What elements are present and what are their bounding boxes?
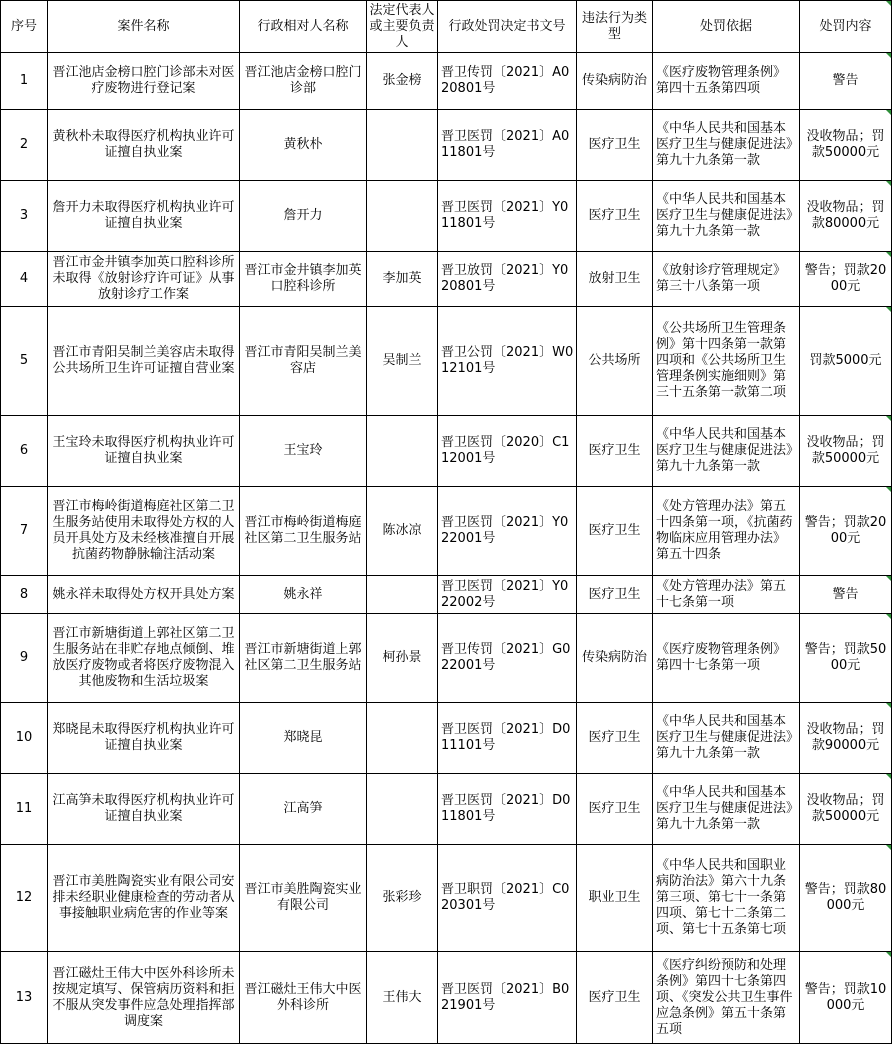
case-name-text: 晋江磁灶王伟大中医外科诊所未按规定填写、保管病历资料和拒不服从突发事件应急处理指挥部调度案 bbox=[52, 965, 235, 1029]
penalty-basis-cell bbox=[653, 252, 800, 307]
case-name-cell bbox=[48, 576, 240, 614]
penalty-basis-text: 《中华人民共和国职业病防治法》第六十九条第三项、第七十一条第四项、第七十二条第二项、第七十五条第七项 bbox=[656, 858, 787, 937]
header-penalty-content: 处罚内容 bbox=[800, 1, 892, 53]
penalty-content-cell bbox=[800, 110, 892, 181]
representative-text: 陈冰凉 bbox=[382, 523, 422, 538]
header-row bbox=[1, 1, 892, 53]
party-name-text: 王宝玲 bbox=[283, 443, 323, 458]
decision-number-cell bbox=[438, 774, 577, 845]
representative-cell bbox=[367, 774, 438, 845]
penalty-content-cell bbox=[800, 416, 892, 487]
penalty-basis-cell bbox=[653, 952, 800, 1044]
case-number-cell bbox=[1, 774, 48, 845]
violation-type-text: 传染病防治 bbox=[581, 73, 647, 88]
penalty-content-text: 警告 bbox=[832, 73, 859, 88]
representative-text: 张金榜 bbox=[382, 73, 422, 88]
violation-type-cell bbox=[577, 252, 653, 307]
case-number-text: 5 bbox=[19, 353, 29, 368]
table-row bbox=[1, 110, 892, 181]
penalty-basis-cell bbox=[653, 110, 800, 181]
case-number-text: 4 bbox=[19, 271, 29, 286]
penalty-content-text: 警告；罚款5000元 bbox=[804, 642, 887, 673]
party-name-text: 晋江市梅岭街道梅庭社区第二卫生服务站 bbox=[244, 515, 362, 546]
penalty-content-text: 警告；罚款10000元 bbox=[804, 981, 887, 1013]
representative-cell bbox=[367, 181, 438, 252]
penalty-content-text: 警告；罚款2000元 bbox=[804, 515, 887, 546]
case-number-cell bbox=[1, 252, 48, 307]
case-name-cell bbox=[48, 774, 240, 845]
party-name-cell bbox=[240, 703, 367, 774]
case-name-text: 晋江市青阳吴制兰美容店未取得公共场所卫生许可证擅自营业案 bbox=[52, 345, 235, 376]
case-name-text: 晋江市金井镇李加英口腔科诊所未取得《放射诊疗许可证》从事放射诊疗工作案 bbox=[52, 255, 235, 302]
case-number-cell bbox=[1, 307, 48, 416]
decision-number-text: 晋卫医罚〔2021〕D011801号 bbox=[441, 793, 571, 824]
penalty-basis-cell bbox=[653, 307, 800, 416]
party-name-text: 晋江磁灶王伟大中医外科诊所 bbox=[244, 981, 362, 1013]
representative-text: 吴制兰 bbox=[382, 353, 422, 368]
penalty-content-text: 没收物品；罚款90000元 bbox=[806, 722, 885, 753]
representative-cell bbox=[367, 845, 438, 952]
case-name-cell bbox=[48, 53, 240, 110]
violation-type-text: 传染病防治 bbox=[581, 650, 647, 665]
case-name-text: 姚永祥未取得处方权开具处方案 bbox=[52, 586, 235, 602]
table-row bbox=[1, 252, 892, 307]
party-name-cell bbox=[240, 307, 367, 416]
violation-type-text: 医疗卫生 bbox=[588, 523, 641, 538]
case-name-text: 黄秋朴未取得医疗机构执业许可证擅自执业案 bbox=[52, 129, 235, 160]
penalty-content-cell bbox=[800, 703, 892, 774]
party-name-cell bbox=[240, 952, 367, 1044]
case-number-text: 13 bbox=[15, 989, 33, 1005]
header-no: 序号 bbox=[1, 1, 48, 53]
penalty-basis-text: 《医疗纠纷预防和处理条例》第四十七条第四项、《突发公共卫生事件应急条例》第五十条第五项 bbox=[656, 957, 793, 1037]
penalty-content-text: 没收物品；罚款50000元 bbox=[806, 793, 885, 824]
violation-type-cell bbox=[577, 181, 653, 252]
table-row bbox=[1, 181, 892, 252]
table-row bbox=[1, 952, 892, 1044]
party-name-text: 郑晓昆 bbox=[283, 730, 323, 745]
violation-type-cell bbox=[577, 576, 653, 614]
table-row bbox=[1, 416, 892, 487]
case-name-cell bbox=[48, 952, 240, 1044]
penalty-basis-cell bbox=[653, 181, 800, 252]
party-name-cell bbox=[240, 614, 367, 703]
decision-number-text: 晋卫放罚〔2021〕Y020801号 bbox=[441, 263, 569, 294]
violation-type-text: 公共场所 bbox=[588, 353, 641, 368]
party-name-text: 詹开力 bbox=[283, 208, 323, 223]
violation-type-cell bbox=[577, 703, 653, 774]
party-name-cell bbox=[240, 53, 367, 110]
representative-cell bbox=[367, 252, 438, 307]
violation-type-cell bbox=[577, 307, 653, 416]
decision-number-cell bbox=[438, 53, 577, 110]
decision-number-text: 晋卫传罚〔2021〕A020801号 bbox=[441, 65, 570, 96]
case-number-text: 3 bbox=[19, 208, 29, 223]
case-number-cell bbox=[1, 487, 48, 576]
violation-type-cell bbox=[577, 110, 653, 181]
case-number-cell bbox=[1, 952, 48, 1044]
decision-number-cell bbox=[438, 307, 577, 416]
case-number-text: 9 bbox=[19, 650, 29, 665]
header-decision-number: 行政处罚决定书文号 bbox=[438, 1, 577, 53]
case-number-text: 10 bbox=[15, 730, 33, 745]
case-name-cell bbox=[48, 487, 240, 576]
penalty-content-cell bbox=[800, 845, 892, 952]
case-name-text: 詹开力未取得医疗机构执业许可证擅自执业案 bbox=[52, 200, 235, 231]
decision-number-cell bbox=[438, 252, 577, 307]
violation-type-cell bbox=[577, 845, 653, 952]
case-number-text: 2 bbox=[19, 137, 29, 152]
case-name-cell bbox=[48, 416, 240, 487]
case-name-cell bbox=[48, 307, 240, 416]
representative-text: 李加英 bbox=[382, 271, 422, 286]
table-row bbox=[1, 774, 892, 845]
violation-type-cell bbox=[577, 614, 653, 703]
party-name-cell bbox=[240, 110, 367, 181]
party-name-text: 江高笋 bbox=[283, 801, 323, 816]
penalty-basis-text: 《放射诊疗管理规定》第三十八条第一项 bbox=[656, 263, 787, 294]
violation-type-text: 医疗卫生 bbox=[588, 137, 641, 152]
decision-number-cell bbox=[438, 952, 577, 1044]
party-name-cell bbox=[240, 487, 367, 576]
decision-number-text: 晋卫医罚〔2021〕A011801号 bbox=[441, 129, 570, 160]
representative-cell bbox=[367, 53, 438, 110]
case-name-text: 晋江市美胜陶瓷实业有限公司安排未经职业健康检查的劳动者从事接触职业病危害的作业等案 bbox=[52, 874, 235, 921]
representative-cell bbox=[367, 952, 438, 1044]
case-number-cell bbox=[1, 53, 48, 110]
table-row bbox=[1, 845, 892, 952]
decision-number-cell bbox=[438, 703, 577, 774]
case-number-text: 1 bbox=[19, 73, 29, 88]
penalty-content-cell bbox=[800, 576, 892, 614]
decision-number-text: 晋卫医罚〔2021〕B021901号 bbox=[441, 981, 570, 1013]
penalty-basis-text: 《处方管理办法》第五十七条第一项 bbox=[656, 578, 787, 610]
representative-text: 柯孙景 bbox=[382, 650, 422, 665]
violation-type-text: 医疗卫生 bbox=[588, 586, 641, 602]
penalty-content-cell bbox=[800, 614, 892, 703]
penalty-basis-cell bbox=[653, 774, 800, 845]
representative-cell bbox=[367, 110, 438, 181]
penalty-content-text: 警告 bbox=[832, 586, 859, 602]
case-number-cell bbox=[1, 181, 48, 252]
violation-type-cell bbox=[577, 774, 653, 845]
penalty-basis-text: 《中华人民共和国基本医疗卫生与健康促进法》第九十九条第一款 bbox=[656, 714, 793, 761]
representative-text: 王伟大 bbox=[382, 989, 422, 1005]
case-name-cell bbox=[48, 845, 240, 952]
decision-number-text: 晋卫公罚〔2021〕W012101号 bbox=[441, 345, 574, 376]
case-number-text: 12 bbox=[15, 890, 33, 905]
table-row bbox=[1, 53, 892, 110]
penalty-basis-cell bbox=[653, 614, 800, 703]
penalty-content-text: 警告；罚款80000元 bbox=[804, 882, 887, 913]
case-number-cell bbox=[1, 845, 48, 952]
case-number-text: 7 bbox=[19, 523, 29, 538]
party-name-text: 晋江市金井镇李加英口腔科诊所 bbox=[244, 263, 362, 294]
decision-number-text: 晋卫职罚〔2021〕C020301号 bbox=[441, 882, 570, 913]
table-row bbox=[1, 614, 892, 703]
penalty-basis-text: 《中华人民共和国基本医疗卫生与健康促进法》第九十九条第一款 bbox=[656, 121, 793, 168]
penalty-content-text: 没收物品；罚款80000元 bbox=[806, 200, 885, 231]
decision-number-text: 晋卫医罚〔2021〕Y022001号 bbox=[441, 515, 569, 546]
case-name-text: 晋江市新塘街道上郭社区第二卫生服务站在非贮存地点倾倒、堆放医疗废物或者将医疗废物混入其他废物和生活垃圾案 bbox=[52, 626, 235, 689]
penalty-basis-text: 《中华人民共和国基本医疗卫生与健康促进法》第九十九条第一款 bbox=[656, 785, 793, 832]
case-name-cell bbox=[48, 181, 240, 252]
penalty-content-cell bbox=[800, 952, 892, 1044]
violation-type-text: 医疗卫生 bbox=[588, 443, 641, 458]
representative-cell bbox=[367, 307, 438, 416]
violation-type-text: 医疗卫生 bbox=[588, 989, 641, 1005]
party-name-text: 晋江市新塘街道上郭社区第二卫生服务站 bbox=[244, 642, 362, 673]
penalty-basis-cell bbox=[653, 703, 800, 774]
case-name-cell bbox=[48, 703, 240, 774]
penalty-content-text: 没收物品；罚款50000元 bbox=[806, 435, 885, 466]
decision-number-cell bbox=[438, 845, 577, 952]
party-name-cell bbox=[240, 416, 367, 487]
violation-type-text: 职业卫生 bbox=[588, 890, 641, 905]
penalty-content-text: 警告；罚款2000元 bbox=[804, 263, 887, 294]
party-name-text: 晋江池店金榜口腔门诊部 bbox=[244, 65, 362, 96]
violation-type-cell bbox=[577, 952, 653, 1044]
penalty-basis-cell bbox=[653, 53, 800, 110]
penalty-content-cell bbox=[800, 774, 892, 845]
decision-number-text: 晋卫医罚〔2021〕Y011801号 bbox=[441, 200, 569, 231]
party-name-cell bbox=[240, 845, 367, 952]
decision-number-cell bbox=[438, 416, 577, 487]
case-name-text: 晋江池店金榜口腔门诊部未对医疗废物进行登记案 bbox=[52, 65, 235, 96]
penalty-content-cell bbox=[800, 487, 892, 576]
table-row bbox=[1, 487, 892, 576]
case-number-cell bbox=[1, 416, 48, 487]
representative-text: 张彩珍 bbox=[382, 890, 422, 905]
case-number-cell bbox=[1, 703, 48, 774]
violation-type-text: 放射卫生 bbox=[588, 271, 641, 286]
decision-number-cell bbox=[438, 181, 577, 252]
party-name-text: 晋江市青阳吴制兰美容店 bbox=[244, 345, 362, 376]
representative-cell bbox=[367, 487, 438, 576]
violation-type-cell bbox=[577, 53, 653, 110]
penalty-content-text: 没收物品；罚款50000元 bbox=[806, 129, 885, 160]
case-number-cell bbox=[1, 614, 48, 703]
penalty-basis-cell bbox=[653, 845, 800, 952]
case-name-text: 郑晓昆未取得医疗机构执业许可证擅自执业案 bbox=[52, 722, 235, 753]
case-name-text: 江高笋未取得医疗机构执业许可证擅自执业案 bbox=[52, 793, 235, 824]
party-name-text: 黄秋朴 bbox=[283, 137, 323, 152]
case-name-text: 晋江市梅岭街道梅庭社区第二卫生服务站使用未取得处方权的人员开具处方及未经核准擅自开展抗菌药物静脉输注活动案 bbox=[52, 499, 235, 562]
table-row bbox=[1, 576, 892, 614]
violation-type-text: 医疗卫生 bbox=[588, 801, 641, 816]
decision-number-cell bbox=[438, 110, 577, 181]
party-name-text: 晋江市美胜陶瓷实业有限公司 bbox=[244, 882, 362, 913]
party-name-cell bbox=[240, 181, 367, 252]
penalty-content-cell bbox=[800, 307, 892, 416]
decision-number-text: 晋卫医罚〔2020〕C112001号 bbox=[441, 435, 570, 466]
penalty-basis-text: 《中华人民共和国基本医疗卫生与健康促进法》第九十九条第一款 bbox=[656, 192, 793, 239]
violation-type-cell bbox=[577, 416, 653, 487]
penalty-content-cell bbox=[800, 181, 892, 252]
party-name-cell bbox=[240, 252, 367, 307]
party-name-cell bbox=[240, 774, 367, 845]
representative-cell bbox=[367, 614, 438, 703]
penalty-basis-cell bbox=[653, 416, 800, 487]
decision-number-text: 晋卫医罚〔2021〕Y022002号 bbox=[441, 578, 569, 610]
case-number-text: 6 bbox=[19, 443, 29, 458]
header-party: 行政相对人名称 bbox=[240, 1, 367, 53]
violation-type-cell bbox=[577, 487, 653, 576]
decision-number-cell bbox=[438, 487, 577, 576]
case-number-cell bbox=[1, 110, 48, 181]
decision-number-text: 晋卫传罚〔2021〕G022001号 bbox=[441, 642, 571, 673]
penalty-basis-cell bbox=[653, 576, 800, 614]
penalty-content-cell bbox=[800, 252, 892, 307]
decision-number-cell bbox=[438, 614, 577, 703]
case-name-text: 王宝玲未取得医疗机构执业许可证擅自执业案 bbox=[52, 435, 235, 466]
header-basis: 处罚依据 bbox=[653, 1, 800, 53]
header-representative: 法定代表人或主要负责人 bbox=[367, 1, 438, 53]
penalty-content-text: 罚款5000元 bbox=[809, 353, 882, 368]
table-row bbox=[1, 307, 892, 416]
representative-cell bbox=[367, 576, 438, 614]
table-row bbox=[1, 703, 892, 774]
penalty-basis-text: 《医疗废物管理条例》第四十五条第四项 bbox=[656, 65, 787, 96]
violation-type-text: 医疗卫生 bbox=[588, 730, 641, 745]
penalty-basis-text: 《处方管理办法》第五十四条第一项，《抗菌药物临床应用管理办法》第五十四条 bbox=[656, 499, 793, 562]
party-name-text: 姚永祥 bbox=[283, 586, 323, 602]
decision-number-text: 晋卫医罚〔2021〕D011101号 bbox=[441, 722, 571, 753]
violation-type-text: 医疗卫生 bbox=[588, 208, 641, 223]
case-number-cell bbox=[1, 576, 48, 614]
penalty-basis-text: 《公共场所卫生管理条例》第十四条第一款第四项和《公共场所卫生管理条例实施细则》第三十五条第一款第二项 bbox=[656, 321, 787, 400]
case-number-text: 8 bbox=[19, 586, 29, 602]
penalty-basis-text: 《医疗废物管理条例》第四十七条第一项 bbox=[656, 642, 787, 673]
case-name-cell bbox=[48, 110, 240, 181]
decision-number-cell bbox=[438, 576, 577, 614]
party-name-cell bbox=[240, 576, 367, 614]
penalty-basis-text: 《中华人民共和国基本医疗卫生与健康促进法》第九十九条第一款 bbox=[656, 427, 793, 474]
case-name-cell bbox=[48, 614, 240, 703]
penalty-basis-cell bbox=[653, 487, 800, 576]
header-violation-type: 违法行为类型 bbox=[577, 1, 653, 53]
representative-cell bbox=[367, 703, 438, 774]
penalty-content-cell bbox=[800, 53, 892, 110]
header-case-name: 案件名称 bbox=[48, 1, 240, 53]
case-number-text: 11 bbox=[15, 801, 33, 816]
case-name-cell bbox=[48, 252, 240, 307]
representative-cell bbox=[367, 416, 438, 487]
